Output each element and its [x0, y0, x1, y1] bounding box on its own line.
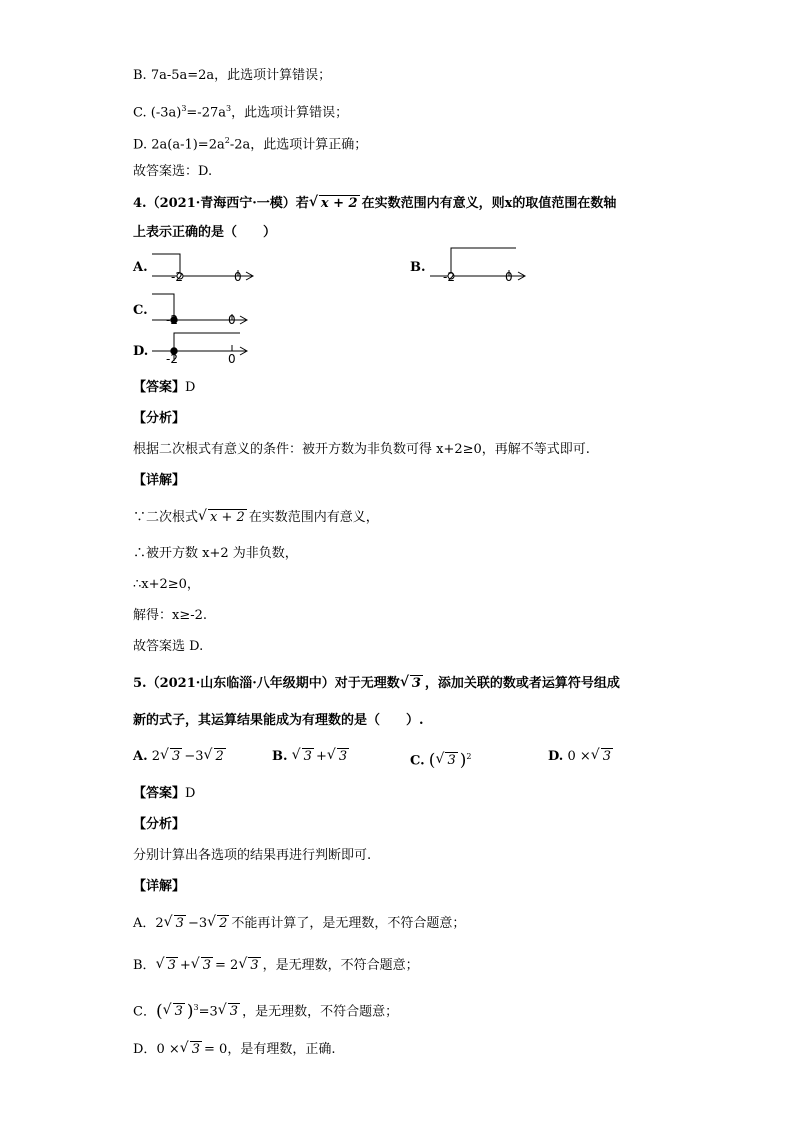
q4-step3: ∴x+2≥0，	[133, 577, 200, 592]
q5-analysis-tag: 【分析】	[133, 817, 186, 832]
q4-option-a-label: A.	[133, 260, 148, 275]
q4-b-tick-label-neg2: -2	[443, 270, 455, 284]
prev-option-c: C. $(-3a)^3=-27a^3$，此选项计算错误；	[133, 104, 349, 121]
q4-analysis-tag: 【分析】	[133, 411, 186, 426]
q5-option-c: C. (√ 3 )$^2$	[410, 747, 471, 771]
q5-detail-c: C．(√ 3 )$^3$=3√ 3 ，是无理数，不符合题意；	[133, 998, 398, 1022]
q5-option-a-label: A.	[133, 749, 148, 764]
q5-detail-a: A．2√ 3 −3√ 2 不能再计算了，是无理数，不符合题意；	[133, 914, 465, 934]
q4-detail-tag: 【详解】	[133, 473, 186, 488]
q5-stem: 5.（2021·山东临淄·八年级期中）对于无理数√ 3 ，添加关联的数或者运算符号组成	[133, 674, 620, 694]
q4-option-d-label: D.	[133, 344, 149, 359]
sqrt-expression: √ 3	[401, 674, 423, 694]
q4-b-tick-label-0: 0	[505, 270, 513, 284]
q4-a-tick-label-neg2: -2	[171, 270, 183, 284]
q4-step2: ∴被开方数 x+2 为非负数，	[133, 546, 298, 561]
q5-detail-b: B．√ 3 +√ 3 = 2√ 3 ，是无理数，不符合题意；	[133, 956, 419, 976]
sqrt-expression: √ x + 2	[199, 508, 247, 528]
q5-detail-d: D．0 ×√ 3 = 0，是有理数，正确.	[133, 1040, 335, 1060]
q4-option-a-number-line	[150, 246, 260, 286]
q5-detail-tag: 【详解】	[133, 879, 186, 894]
q4-c-tick-label-neg2: -2	[166, 313, 178, 327]
q4-stem: 4.（2021·青海西宁·一模）若√ x + 2 在实数范围内有意义，则x的取值范围在数轴	[133, 194, 616, 214]
q4-d-tick-label-neg2: -2	[166, 352, 178, 366]
q5-option-b: B. √ 3 +√ 3	[272, 747, 351, 767]
q5-option-d: D. 0 ×√ 3	[548, 747, 615, 767]
q4-final: 故答案选 D.	[133, 639, 204, 654]
prev-option-d: D. $2a(a-1)=2a^2-2a$，此选项计算正确；	[133, 136, 368, 153]
q5-option-a: 2√ 3 −3√ 2	[152, 749, 228, 764]
q4-a-tick-label-0: 0	[234, 270, 242, 284]
q4-option-b-label: B.	[410, 260, 426, 275]
q4-step1: ∵二次根式√ x + 2 在实数范围内有意义，	[133, 508, 379, 528]
q4-answer: 【答案】D	[133, 380, 196, 395]
prev-answer: 故答案选：D.	[133, 164, 213, 179]
q4-step4: 解得：x≥-2.	[133, 608, 208, 623]
q4-stem-line2: 上表示正确的是（ ）	[133, 225, 277, 240]
q5-analysis: 分别计算出各选项的结果再进行判断即可.	[133, 848, 372, 863]
q5-options-row	[133, 747, 228, 767]
q4-c-tick-label-0: 0	[228, 313, 236, 327]
prev-option-b: B. 7a-5a=2a，此选项计算错误；	[133, 68, 332, 83]
q4-option-c-label: C.	[133, 303, 148, 318]
q5-answer: 【答案】D	[133, 786, 196, 801]
q5-stem-line2: 新的式子，其运算结果能成为有理数的是（ ）.	[133, 713, 424, 728]
q4-analysis: 根据二次根式有意义的条件：被开方数为非负数可得 x+2≥0，再解不等式即可.	[133, 442, 590, 457]
q4-d-tick-label-0: 0	[228, 352, 236, 366]
sqrt-expression: √ x + 2	[310, 194, 360, 214]
